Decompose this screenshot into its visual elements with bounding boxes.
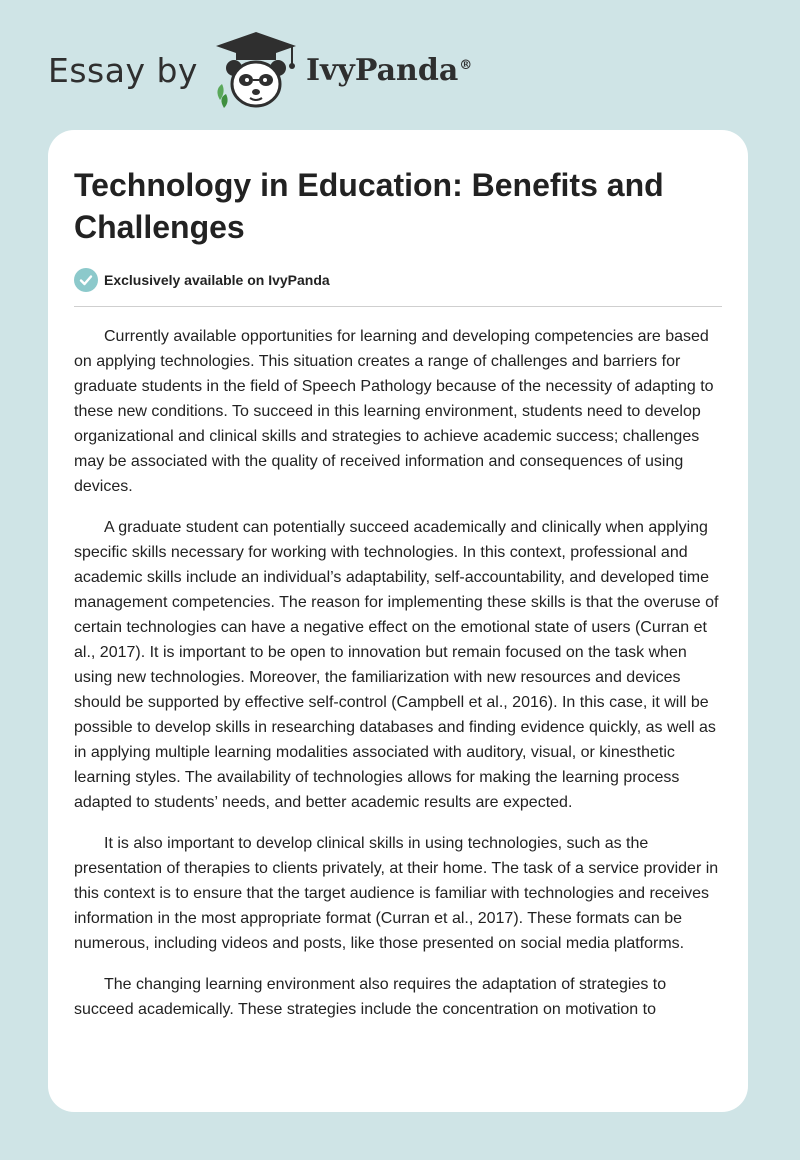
divider bbox=[74, 306, 722, 307]
essay-by-label: Essay by bbox=[48, 50, 198, 90]
essay-card bbox=[48, 130, 748, 1112]
exclusive-badge-text: Exclusively available on IvyPanda bbox=[104, 272, 330, 288]
checkmark-icon bbox=[79, 273, 93, 287]
brand-name-text: IvyPanda bbox=[305, 52, 459, 88]
registered-mark: ® bbox=[459, 57, 473, 73]
paragraph: The changing learning environment also requires the adaptation of strategies to succeed academically. These strategies include the concentration on motivation to bbox=[74, 976, 667, 1018]
page-title: Technology in Education: Benefits and Challenges bbox=[74, 167, 664, 245]
essay-body bbox=[74, 324, 722, 1022]
paragraph: A graduate student can potentially succeed academically and clinically when applying specific skills necessary for working with technologies. In this context, professional and academic skills include an individual’s adaptability, self-accountability, and developed time management competencies. The reason for implementing these skills is that the overuse of certain technologies can have a negative effect on the emotional state of users (Curran et al., 2017). It is important to be open to innovation but remain focused on the task when using new technologies. Moreover, the familiarization with new resources and devices should be supported by effective self-control (Campbell et al., 2016). In this case, it will be possible to develop skills in researching databases and finding evidence quickly, as well as in applying multiple learning modalities associated with auditory, visual, or kinesthetic learning styles. The availability of technologies allows for making the learning process adapted to students’ needs, and better academic results are expected. bbox=[74, 519, 719, 811]
brand-name[interactable] bbox=[306, 53, 472, 88]
exclusive-badge bbox=[74, 268, 722, 292]
paragraph: It is also important to develop clinical skills in using technologies, such as the presentation of therapies to clients privately, at their home. The task of a service provider in this context is to ensure that the target audience is familiar with technologies and receives information in the most appropriate format (Curran et al., 2017). These formats can be numerous, including videos and posts, like those presented on social media platforms. bbox=[74, 835, 719, 952]
paragraph: Currently available opportunities for learning and developing competencies are based on applying technologies. This situation creates a range of challenges and barriers for graduate students in the field of Speech Pathology because of the necessity of adapting to these new conditions. To succeed in this learning environment, students need to develop organizational and clinical skills and strategies to achieve academic success; challenges may be associated with the quality of received information and consequences of using devices. bbox=[74, 328, 714, 495]
panda-graduate-logo-icon[interactable] bbox=[212, 30, 300, 110]
site-header bbox=[48, 30, 472, 110]
check-circle-icon bbox=[74, 268, 98, 292]
